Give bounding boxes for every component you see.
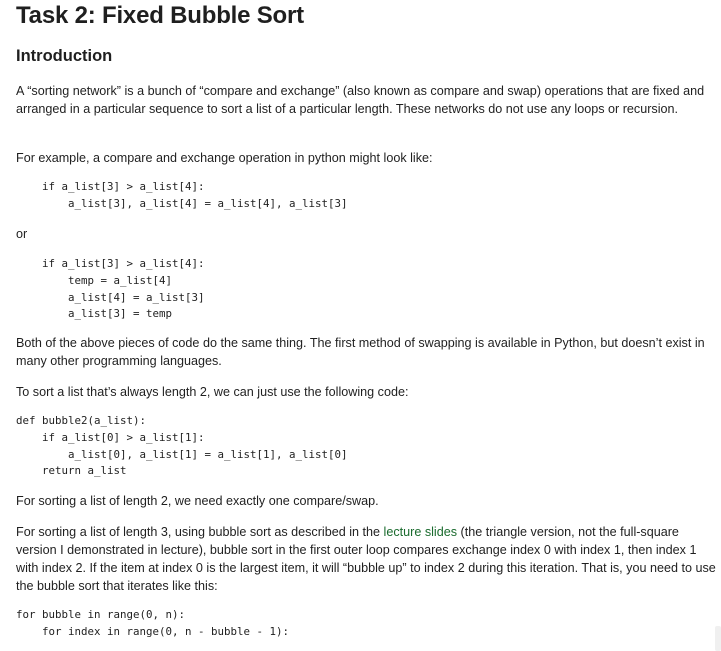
paragraph-length-three-start: For sorting a list of length 3, using bubble sort as described in the <box>16 525 384 539</box>
lecture-slides-link[interactable]: lecture slides <box>383 525 458 539</box>
code-block-bubble2: def bubble2(a_list): if a_list[0] > a_list[1]: a_list[0], a_list[1] = a_list[1], a_list[0] return a_list <box>16 414 348 478</box>
paragraph-example-intro: For example, a compare and exchange operation in python might look like: <box>16 151 433 165</box>
paragraph-length-three-end: (the triangle version, not the full-square version I demonstrated in lecture), bubble sort in the first outer loop compares exchange index 0 with index 1, then index 1 with index 2. If the item at index 0 is the largest item, it will “bubble up” to index 2 during this iteration. That is, you need to use the bubble sort that iterates like this: <box>16 525 716 593</box>
code-block-swap-tuple: if a_list[3] > a_list[4]: a_list[3], a_list[4] = a_list[4], a_list[3] <box>42 180 348 210</box>
page-title: Task 2: Fixed Bubble Sort <box>16 2 304 29</box>
code-block-bubble-loop: for bubble in range(0, n): for index in range(0, n - bubble - 1): <box>16 608 290 638</box>
paragraph-one-swap: For sorting a list of length 2, we need exactly one compare/swap. <box>16 494 379 508</box>
paragraph-length-two: To sort a list that’s always length 2, we can just use the following code: <box>16 385 409 399</box>
paragraph-length-three <box>16 523 716 595</box>
paragraph-sorting-network: A “sorting network” is a bunch of “compare and exchange” (also known as compare and swap) operations that are fixed and arranged in a particular sequence to sort a list of a particular length. These networks do not use any loops or recursion. <box>16 84 705 116</box>
code-block-swap-temp: if a_list[3] > a_list[4]: temp = a_list[4] a_list[4] = a_list[3] a_list[3] = temp <box>42 257 205 321</box>
paragraph-both-same: Both of the above pieces of code do the same thing. The first method of swapping is available in Python, but doesn’t exist in many other programming languages. <box>16 336 705 368</box>
scrollbar-thumb[interactable] <box>715 626 721 651</box>
paragraph-or: or <box>16 227 28 241</box>
section-heading-introduction: Introduction <box>16 47 113 65</box>
